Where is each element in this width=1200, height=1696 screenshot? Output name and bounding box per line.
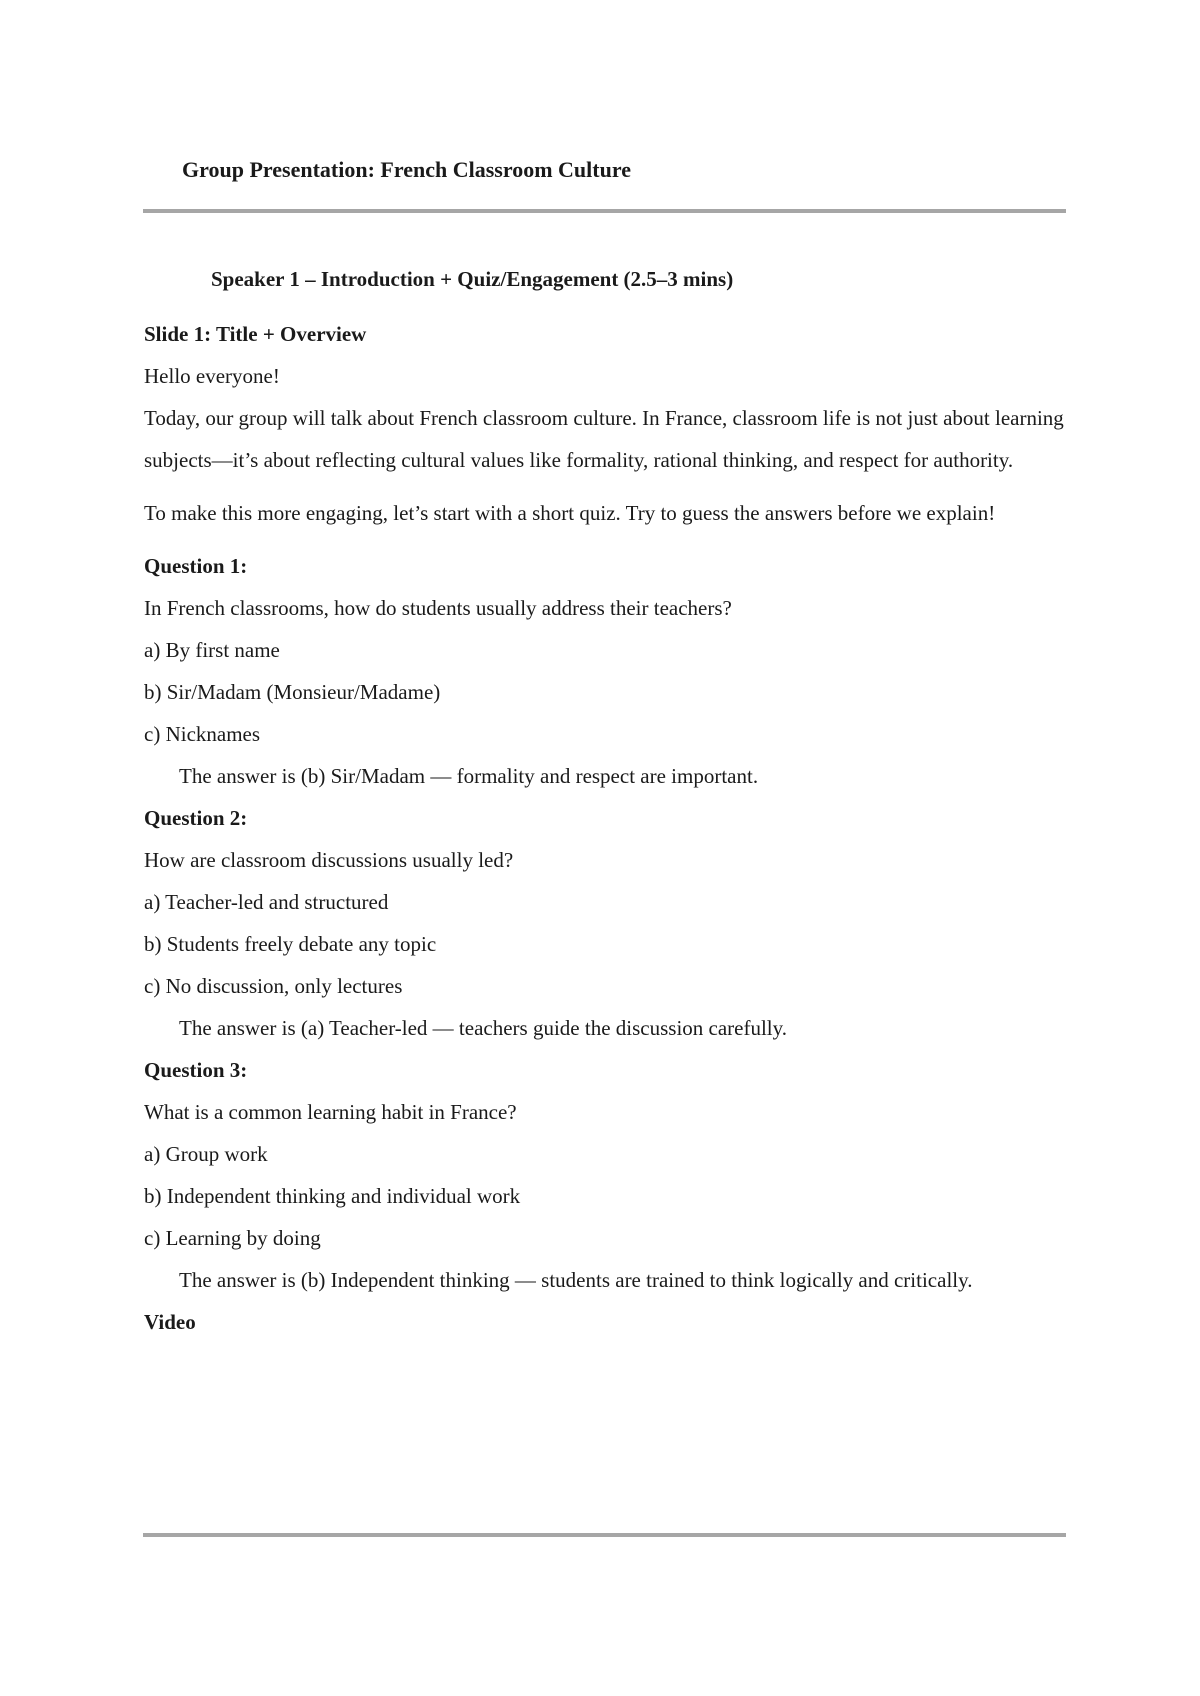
question-option: a) Group work [144, 1142, 268, 1166]
question-prompt: In French classrooms, how do students usually address their teachers? [144, 596, 732, 620]
question-option: a) By first name [144, 638, 280, 662]
quiz-intro-paragraph: To make this more engaging, let’s start with a short quiz. Try to guess the answers before we explain! [144, 501, 996, 525]
question-answer: The answer is (a) Teacher-led — teachers guide the discussion carefully. [179, 1016, 788, 1040]
question-option: c) Nicknames [144, 722, 261, 746]
intro-paragraph: Today, our group will talk about French classroom culture. In France, classroom life is not just about learning subjects—it’s about reflecting cultural values like formality, rational thinking, and respect for authority. [144, 406, 1064, 472]
greeting-text: Hello everyone! [144, 364, 280, 388]
top-divider [143, 209, 1066, 213]
question-heading: Question 2: [144, 806, 248, 830]
question-option: b) Independent thinking and individual work [144, 1184, 521, 1208]
question-heading: Question 3: [144, 1058, 248, 1082]
question-block [144, 545, 1064, 797]
question-answer: The answer is (b) Independent thinking — students are trained to think logically and critically. [179, 1268, 973, 1292]
question-option: c) Learning by doing [144, 1226, 321, 1250]
bottom-divider [143, 1533, 1066, 1537]
document-body [144, 258, 1064, 1343]
question-prompt: What is a common learning habit in France? [144, 1100, 517, 1124]
speaker-heading: Speaker 1 – Introduction + Quiz/Engagement (2.5–3 mins) [211, 267, 734, 291]
question-answer: The answer is (b) Sir/Madam — formality and respect are important. [179, 764, 759, 788]
question-option: b) Students freely debate any topic [144, 932, 437, 956]
document-title: Group Presentation: French Classroom Culture [182, 157, 631, 182]
question-heading: Question 1: [144, 554, 248, 578]
question-prompt: How are classroom discussions usually led? [144, 848, 514, 872]
video-heading: Video [144, 1310, 196, 1334]
question-option: a) Teacher-led and structured [144, 890, 389, 914]
question-block [144, 797, 1064, 1049]
question-option: c) No discussion, only lectures [144, 974, 403, 998]
slide-heading: Slide 1: Title + Overview [144, 322, 367, 346]
question-option: b) Sir/Madam (Monsieur/Madame) [144, 680, 441, 704]
question-block [144, 1049, 1064, 1301]
